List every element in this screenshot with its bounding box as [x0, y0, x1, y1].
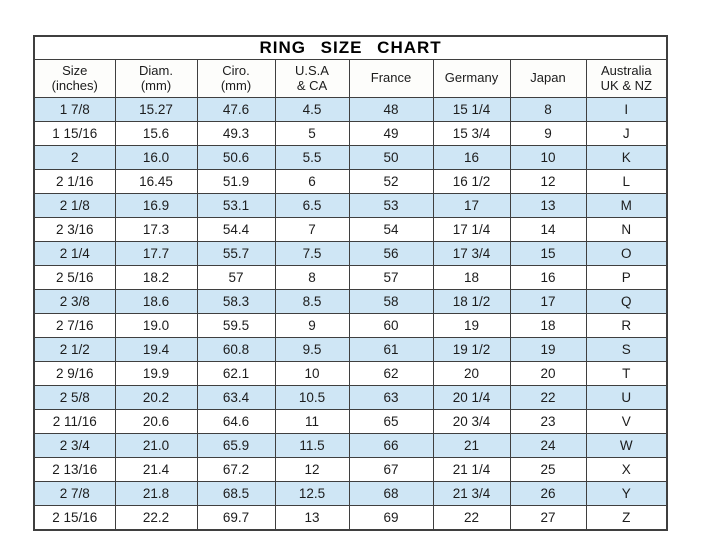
table-cell: 17 3/4 — [433, 242, 510, 266]
table-cell: P — [586, 266, 667, 290]
table-cell: 68.5 — [197, 482, 275, 506]
column-header-line1: Germany — [444, 70, 499, 86]
table-cell: 2 9/16 — [34, 362, 115, 386]
column-header — [510, 60, 586, 98]
table-cell: 62 — [349, 362, 433, 386]
table-cell: 25 — [510, 458, 586, 482]
table-row — [34, 386, 667, 410]
table-cell: 15 — [510, 242, 586, 266]
table-cell: 61 — [349, 338, 433, 362]
table-cell: N — [586, 218, 667, 242]
table-cell: 2 5/8 — [34, 386, 115, 410]
table-cell: 9 — [510, 122, 586, 146]
table-cell: 21 — [433, 434, 510, 458]
table-cell: 18 1/2 — [433, 290, 510, 314]
table-cell: 53 — [349, 194, 433, 218]
table-cell: 19.0 — [115, 314, 197, 338]
table-row — [34, 218, 667, 242]
table-cell: 17 1/4 — [433, 218, 510, 242]
table-cell: 60.8 — [197, 338, 275, 362]
table-cell: 2 1/2 — [34, 338, 115, 362]
table-cell: 47.6 — [197, 98, 275, 122]
table-cell: 12.5 — [275, 482, 349, 506]
table-cell: 59.5 — [197, 314, 275, 338]
table-cell: 4.5 — [275, 98, 349, 122]
table-cell: 1 7/8 — [34, 98, 115, 122]
table-row — [34, 98, 667, 122]
table-cell: 68 — [349, 482, 433, 506]
table-row — [34, 362, 667, 386]
table-row — [34, 122, 667, 146]
table-cell: 58 — [349, 290, 433, 314]
table-cell: T — [586, 362, 667, 386]
table-cell: R — [586, 314, 667, 338]
table-cell: Q — [586, 290, 667, 314]
table-cell: 19 — [510, 338, 586, 362]
table-cell: 10 — [275, 362, 349, 386]
table-cell: 53.1 — [197, 194, 275, 218]
table-cell: 6 — [275, 170, 349, 194]
table-cell: 20.2 — [115, 386, 197, 410]
table-cell: 48 — [349, 98, 433, 122]
table-cell: W — [586, 434, 667, 458]
column-header-line2: (mm) — [220, 77, 252, 93]
table-cell: 15.27 — [115, 98, 197, 122]
table-cell: J — [586, 122, 667, 146]
table-cell: 20 — [510, 362, 586, 386]
table-row — [34, 170, 667, 194]
table-cell: 16.0 — [115, 146, 197, 170]
column-header — [34, 60, 115, 98]
column-header-line2: (mm) — [140, 77, 172, 93]
table-cell: K — [586, 146, 667, 170]
table-cell: 14 — [510, 218, 586, 242]
column-header — [433, 60, 510, 98]
table-cell: 16 — [510, 266, 586, 290]
table-row — [34, 338, 667, 362]
table-cell: 54 — [349, 218, 433, 242]
table-cell: 54.4 — [197, 218, 275, 242]
table-cell: 7 — [275, 218, 349, 242]
table-cell: 16.9 — [115, 194, 197, 218]
table-row — [34, 506, 667, 531]
table-cell: 10.5 — [275, 386, 349, 410]
table-cell: 57 — [197, 266, 275, 290]
table-cell: 62.1 — [197, 362, 275, 386]
table-cell: 19 — [433, 314, 510, 338]
table-cell: V — [586, 410, 667, 434]
column-header-line1: Diam. — [139, 62, 173, 78]
column-header-line2: (inches) — [51, 77, 98, 93]
table-row — [34, 146, 667, 170]
table-row — [34, 194, 667, 218]
table-cell: 21.8 — [115, 482, 197, 506]
table-cell: 19 1/2 — [433, 338, 510, 362]
table-cell: 17 — [433, 194, 510, 218]
table-cell: 65 — [349, 410, 433, 434]
table-cell: 2 3/4 — [34, 434, 115, 458]
table-cell: 2 13/16 — [34, 458, 115, 482]
table-cell: 20 1/4 — [433, 386, 510, 410]
table-cell: 12 — [510, 170, 586, 194]
table-cell: 2 5/16 — [34, 266, 115, 290]
table-cell: 2 1/4 — [34, 242, 115, 266]
table-cell: 16 1/2 — [433, 170, 510, 194]
table-cell: 20 3/4 — [433, 410, 510, 434]
table-cell: 13 — [510, 194, 586, 218]
table-cell: 5.5 — [275, 146, 349, 170]
table-cell: 49.3 — [197, 122, 275, 146]
column-header — [197, 60, 275, 98]
table-cell: 55.7 — [197, 242, 275, 266]
table-cell: I — [586, 98, 667, 122]
table-cell: 22 — [433, 506, 510, 531]
table-cell: 18 — [433, 266, 510, 290]
table-cell: 66 — [349, 434, 433, 458]
header-row — [34, 60, 667, 98]
table-cell: 67 — [349, 458, 433, 482]
table-cell: 19.4 — [115, 338, 197, 362]
table-cell: 21.4 — [115, 458, 197, 482]
column-header — [586, 60, 667, 98]
table-cell: 56 — [349, 242, 433, 266]
table-cell: 50 — [349, 146, 433, 170]
table-cell: M — [586, 194, 667, 218]
table-cell: 8.5 — [275, 290, 349, 314]
table-cell: 1 15/16 — [34, 122, 115, 146]
table-cell: 17 — [510, 290, 586, 314]
table-cell: 69.7 — [197, 506, 275, 531]
table-cell: 27 — [510, 506, 586, 531]
table-cell: 65.9 — [197, 434, 275, 458]
table-cell: 2 1/8 — [34, 194, 115, 218]
table-cell: 2 7/8 — [34, 482, 115, 506]
table-cell: 49 — [349, 122, 433, 146]
table-cell: 13 — [275, 506, 349, 531]
table-cell: 16 — [433, 146, 510, 170]
column-header-line2: UK & NZ — [600, 77, 652, 93]
table-cell: 11.5 — [275, 434, 349, 458]
table-cell: 15 3/4 — [433, 122, 510, 146]
table-cell: 58.3 — [197, 290, 275, 314]
table-cell: 57 — [349, 266, 433, 290]
table-cell: Z — [586, 506, 667, 531]
table-cell: 26 — [510, 482, 586, 506]
table-cell: 67.2 — [197, 458, 275, 482]
table-cell: 2 11/16 — [34, 410, 115, 434]
table-cell: 50.6 — [197, 146, 275, 170]
table-row — [34, 458, 667, 482]
table-cell: 2 3/16 — [34, 218, 115, 242]
table-cell: U — [586, 386, 667, 410]
table-cell: 9 — [275, 314, 349, 338]
table-row — [34, 314, 667, 338]
table-cell: 52 — [349, 170, 433, 194]
table-cell: 2 15/16 — [34, 506, 115, 531]
table-cell: 69 — [349, 506, 433, 531]
table-cell: 21.0 — [115, 434, 197, 458]
table-cell: 18.6 — [115, 290, 197, 314]
table-cell: 17.7 — [115, 242, 197, 266]
table-cell: 23 — [510, 410, 586, 434]
table-cell: X — [586, 458, 667, 482]
table-cell: 9.5 — [275, 338, 349, 362]
table-cell: 16.45 — [115, 170, 197, 194]
column-header — [115, 60, 197, 98]
column-header-line1: France — [370, 70, 412, 86]
column-header — [275, 60, 349, 98]
table-cell: 2 1/16 — [34, 170, 115, 194]
table-cell: 20.6 — [115, 410, 197, 434]
table-cell: 19.9 — [115, 362, 197, 386]
table-cell: 15.6 — [115, 122, 197, 146]
table-row — [34, 266, 667, 290]
table-cell: Y — [586, 482, 667, 506]
table-body — [34, 98, 667, 531]
table-cell: 11 — [275, 410, 349, 434]
table-cell: 24 — [510, 434, 586, 458]
table-cell: 2 3/8 — [34, 290, 115, 314]
table-row — [34, 290, 667, 314]
table-cell: 2 — [34, 146, 115, 170]
table-cell: 60 — [349, 314, 433, 338]
table-cell: 6.5 — [275, 194, 349, 218]
table-cell: 2 7/16 — [34, 314, 115, 338]
column-header-line1: Japan — [530, 70, 566, 86]
table-cell: 51.9 — [197, 170, 275, 194]
column-header-line1: Ciro. — [222, 62, 250, 78]
table-cell: 5 — [275, 122, 349, 146]
table-cell: S — [586, 338, 667, 362]
table-cell: 63.4 — [197, 386, 275, 410]
table-cell: 8 — [510, 98, 586, 122]
table-cell: 15 1/4 — [433, 98, 510, 122]
table-cell: 22.2 — [115, 506, 197, 531]
column-header-line1: U.S.A — [295, 62, 329, 78]
table-row — [34, 434, 667, 458]
table-cell: 21 1/4 — [433, 458, 510, 482]
table-cell: 22 — [510, 386, 586, 410]
table-cell: 18 — [510, 314, 586, 338]
table-cell: 8 — [275, 266, 349, 290]
table-cell: 7.5 — [275, 242, 349, 266]
table-cell: L — [586, 170, 667, 194]
column-header-line1: Australia — [601, 62, 652, 78]
ring-size-chart-table — [33, 35, 668, 531]
table-row — [34, 482, 667, 506]
table-cell: 21 3/4 — [433, 482, 510, 506]
table-row — [34, 410, 667, 434]
title-row — [34, 36, 667, 60]
table-cell: 64.6 — [197, 410, 275, 434]
table-cell: 10 — [510, 146, 586, 170]
table-cell: O — [586, 242, 667, 266]
table-row — [34, 242, 667, 266]
column-header-line1: Size — [62, 62, 88, 78]
table-cell: 12 — [275, 458, 349, 482]
table-cell: 20 — [433, 362, 510, 386]
column-header-line2: & CA — [296, 77, 328, 93]
chart-title: RING SIZE CHART — [34, 36, 667, 60]
column-header — [349, 60, 433, 98]
table-cell: 17.3 — [115, 218, 197, 242]
table-cell: 63 — [349, 386, 433, 410]
table-cell: 18.2 — [115, 266, 197, 290]
